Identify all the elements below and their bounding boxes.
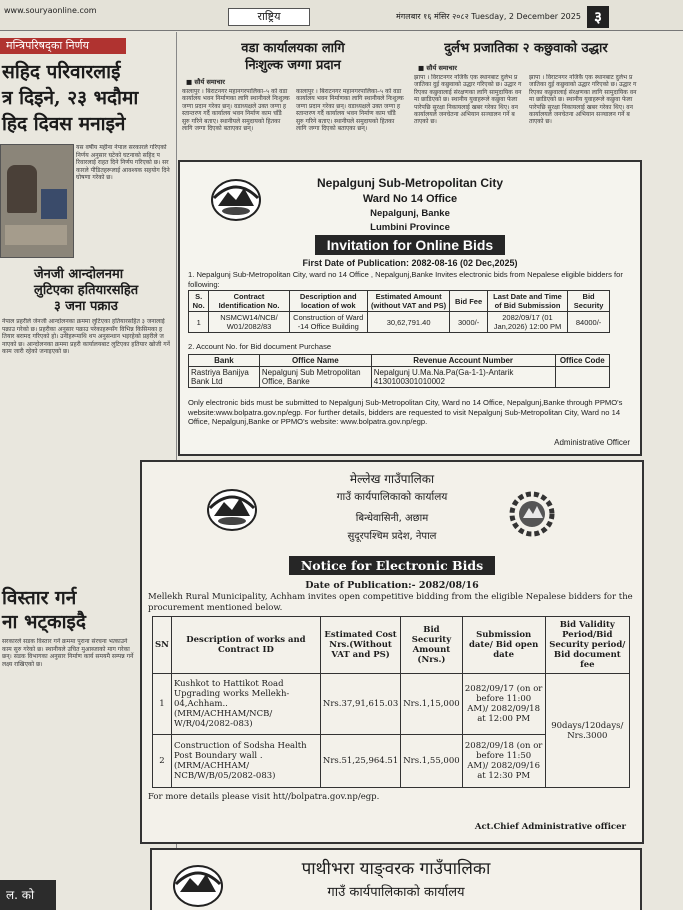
story-turtle-rescue: [414, 40, 638, 158]
table-cell: NSMCW14/NCB/ W01/2082/83: [209, 312, 289, 333]
table-cell: Nrs.37,91,615.03: [320, 674, 400, 735]
office-address: Nepalgunj, Banke: [370, 208, 450, 219]
signatory: Administrative Officer: [554, 438, 630, 447]
table-row: [189, 312, 610, 333]
table-cell: Nepalgunj U.Ma.Na.Pa(Ga-1-1)-Antarik 4130100301010002: [371, 367, 555, 388]
table-header-row: [153, 617, 630, 674]
org-name: मेल्लेख गाउँपालिका: [349, 472, 435, 486]
account-heading: 2. Account No. for Bid document Purchase: [188, 342, 332, 351]
lead-text: यस वर्षीय महीना नेपाल सरकारले गरिएको निर्णय अनुसार घटेको घटनाको सहिद परिवारलाई राहत दिने निर्णय गरिएको छ। सरकारले पीडितहरूलाई आवश्यक सहयोग दिने घोषणा गरेको छ।: [76, 144, 170, 182]
col-header: Office Name: [259, 355, 371, 367]
table-cell: 2082/09/18 (on or before 11:50 AM)/ 2082/09/16 at 12:30 PM: [462, 735, 545, 788]
story-headline: निःशुल्क जग्गा प्रदान: [245, 58, 341, 73]
table-cell: [555, 367, 609, 388]
table-header-row: [189, 291, 610, 312]
story-ward-land: [182, 40, 404, 158]
table-header-row: [189, 355, 610, 367]
subhead-line: ३ जना पक्राउ: [54, 299, 118, 314]
headline-line: त्र दिइने, २३ भदौमा: [2, 87, 139, 109]
bid-table: [152, 616, 630, 788]
col-header: Description of works and Contract ID: [171, 617, 320, 674]
table-row: [189, 367, 610, 388]
story-headline: वडा कार्यालयका लागि: [241, 41, 345, 56]
story-byline: ■ सौर्य समाचार: [186, 78, 225, 86]
table-cell: 1: [189, 312, 209, 333]
table-cell: 2082/09/17 (on or before 11:00 AM)/ 2082/09/18 at 12:00 PM: [462, 674, 545, 735]
col-header: Bid Security: [568, 291, 610, 312]
province-name: सुदूरपश्चिम प्रदेश, नेपाल: [347, 531, 437, 542]
nepalgunj-bid-notice: [178, 160, 642, 456]
bottom-strip: ल. को: [0, 880, 56, 910]
org-name: पाथीभरा याङ्वरक गाउँपालिका: [301, 859, 491, 879]
col-header: Estimated Amount (without VAT and PS): [367, 291, 449, 312]
col-header: Description and location of wok: [289, 291, 367, 312]
table-cell: 84000/-: [568, 312, 610, 333]
col-header: SN: [153, 617, 172, 674]
table-cell: 3000/-: [450, 312, 487, 333]
org-name: Nepalgunj Sub-Metropolitan City: [317, 176, 503, 190]
table-cell: 90days/120days/ Nrs.3000: [545, 674, 629, 788]
col-header: S. No.: [189, 291, 209, 312]
story-byline: ■ सौर्य समाचार: [418, 64, 457, 72]
website-url: www.souryaonline.com: [4, 6, 97, 15]
col-header: Revenue Account Number: [371, 355, 555, 367]
account-table: [188, 354, 610, 388]
table-cell: Nepalgunj Sub Metropolitan Office, Banke: [259, 367, 371, 388]
pathibhara-notice: [150, 848, 642, 910]
story-text: कालापुर । बिराटनगर महानगरपालिका–५ को वडा कार्यालय भवन निर्माणका लागि स्थानीयले निःशुल्क जग्गा प्रदान गरेका छन्। वडाध्यक्षले उक्त जग्गा हस्तान्तरण गर्दै कार्यालय भवन निर्माण काम चाँडै सुरु गरिने बताए। स्थानीयले समुदायको हितका लागि जग्गा दिएको बताएका छन्।: [296, 88, 404, 133]
col-header: Last Date and Time of Bid Submission: [487, 291, 567, 312]
table-cell: 2082/09/17 (01 Jan,2026) 12:00 PM: [487, 312, 567, 333]
story-headline: दुर्लभ प्रजातिका २ कछुवाको उद्धार: [444, 41, 608, 56]
office-name: गाउँ कार्यपालिकाको कार्यालय: [336, 491, 448, 503]
col-header: Contract Identification No.: [209, 291, 289, 312]
ward-office: Ward No 14 Office: [362, 193, 458, 205]
bid-intro-text: Mellekh Rural Municipality, Achham invites open competitive bidding from the eligible Nepalese bidders for the procurement mentioned below.: [148, 592, 633, 613]
col-header: Office Code: [555, 355, 609, 367]
headline-line: हिद दिवस मनाइने: [2, 113, 126, 135]
photo-figure: [7, 165, 37, 213]
body-text: नेपाल प्रहरीले जेनजी आन्दोलनका क्रममा लुटिएका हतियारसहित ३ जनालाई पक्राउ गरेको छ। प्रहरीका अनुसार पक्राउ परेकाहरूसँग विभिन्न किसिमका हतियार बरामद गरिएको हो। उनीहरूमाथि थप अनुसन्धान भइरहेको प्रहरीले जनाएको छ। आन्दोलनका क्रममा प्रहरी कार्यालयबाट लुटिएका हतियार खोजी गर्ने काम जारी रहेको जनाइएको छ।: [2, 318, 170, 356]
story-text: झापा । विराटनगर नजिकै एक स्थानबाट दुर्लभ प्रजातिका दुई कछुवाको उद्धार गरिएको छ। उद्धार गरिएका कछुवालाई संरक्षणका लागि सामुदायिक वनमा छाडिएको छ। स्थानीय युवाहरूले कछुवा फेला पारेपछि सुरक्षा निकायलाई खबर गरेका थिए। वन कार्यालयले जनचेतना अभियान सञ्चालन गर्ने बताएको छ।: [529, 74, 637, 126]
notice-title: Notice for Electronic Bids: [289, 556, 495, 575]
col-header: Bid Fee: [450, 291, 487, 312]
table-row: [153, 674, 630, 735]
section-label: राष्ट्रिय: [228, 8, 310, 26]
notice-title: Invitation for Online Bids: [315, 235, 505, 255]
table-cell: Nrs.51,25,964.51: [320, 735, 400, 788]
publication-date: Date of Publication:- 2082/08/16: [305, 580, 479, 591]
headline-line: सहिद परिवारलाई: [2, 61, 121, 83]
page-number: ३: [587, 6, 609, 28]
col-header: Estimated Cost Nrs.(Without VAT and PS): [320, 617, 400, 674]
office-name: गाउँ कार्यपालिकाको कार्यालय: [327, 885, 465, 900]
more-info-link: For more details please visit htt//bolpatra.gov.np/egp.: [148, 792, 380, 802]
col-header: Bid Validity Period/Bid Security period/ Bid document fee: [545, 617, 629, 674]
col-header: Submission date/ Bid open date: [462, 617, 545, 674]
mellekh-bid-notice: [140, 460, 644, 844]
table-cell: Construction of Ward -14 Office Building: [289, 312, 367, 333]
table-cell: 2: [153, 735, 172, 788]
photo-figure: [41, 189, 67, 219]
table-cell: Nrs.1,55,000: [401, 735, 462, 788]
table-cell: Rastriya Banijya Bank Ltd: [189, 367, 260, 388]
subhead-line: लुटिएका हतियारसहित: [34, 283, 139, 298]
submission-instructions: Only electronic bids must be submitted to Nepalgunj Sub-Metropolitan City, Ward no 14 Office, Nepalgunj,Banke through PPMO's website:www.bolpatra.gov.np/egp. For further details, bidders are requested to visit Nepalgunj Sub-Metropolitan City, Ward no 14 Office, Nepalgunj,Banke or PPMO's website: www.bolpatra.gov.np/egp.: [188, 398, 623, 427]
story-text: कालापुर । बिराटनगर महानगरपालिका–५ को वडा कार्यालय भवन निर्माणका लागि स्थानीयले निःशुल्क जग्गा प्रदान गरेका छन्। वडाध्यक्षले उक्त जग्गा हस्तान्तरण गर्दै कार्यालय भवन निर्माण काम चाँडै सुरु गरिने बताए। स्थानीयले समुदायको हितका लागि जग्गा दिएको बताएका छन्।: [182, 88, 290, 133]
col-header: Bank: [189, 355, 260, 367]
story-text: झापा । विराटनगर नजिकै एक स्थानबाट दुर्लभ प्रजातिका दुई कछुवाको उद्धार गरिएको छ। उद्धार गरिएका कछुवालाई संरक्षणका लागि सामुदायिक वनमा छाडिएको छ। स्थानीय युवाहरूले कछुवा फेला पारेपछि सुरक्षा निकायलाई खबर गरेका थिए। वन कार्यालयले जनचेतना अभियान सञ्चालन गर्ने बताएको छ।: [414, 74, 522, 126]
publication-date: First Date of Publication: 2082-08-16 (02 Dec,2025): [302, 258, 518, 268]
table-cell: 1: [153, 674, 172, 735]
table-cell: Nrs.1,15,000: [401, 674, 462, 735]
masthead: [0, 0, 683, 31]
news-photo: [0, 144, 74, 258]
province-name: Lumbini Province: [370, 222, 450, 233]
lower-text: सरकारले सडक विस्तार गर्ने क्रममा पुराना संरचना भत्काउने काम सुरु गरेको छ। स्थानीयले उचित मुआब्जाको माग गरेका छन्। सडक विभागका अनुसार निर्माण कार्य समयमै सम्पन्न गर्ने लक्ष्य राखिएको छ।: [2, 638, 134, 668]
subhead-line: जेनजी आन्दोलनमा: [34, 267, 124, 282]
office-address: बिन्धेवासिनी, अछाम: [355, 513, 429, 524]
table-cell: Kushkot to Hattikot Road Upgrading works Mellekh-04,Achham.. (MRM/ACHHAM/NCB/ W/R/04/2082-083): [171, 674, 320, 735]
issue-date: मंगलबार १६ मंसिर २०८२ Tuesday, 2 December 2025: [396, 12, 581, 21]
cabinet-decision-banner: मन्त्रिपरिषद्‍का निर्णय: [0, 38, 126, 54]
lower-headline: विस्तार गर्न: [2, 587, 77, 609]
col-header: Bid Security Amount (Nrs.): [401, 617, 462, 674]
lower-headline: ना भट्काइदै: [2, 611, 86, 633]
table-cell: Construction of Sodsha Health Post Boundary wall . (MRM/ACHHAM/ NCB/W/B/05/2082-083): [171, 735, 320, 788]
photo-desk: [5, 225, 67, 245]
table-cell: 30,62,791.40: [367, 312, 449, 333]
signatory: Act.Chief Administrative officer: [474, 822, 626, 832]
bid-table: [188, 290, 610, 333]
bid-invitation-text: 1. Nepalgunj Sub-Metropolitan City, ward no 14 Office , Nepalgunj,Banke Invites electronic bids from Nepalese eligible bidders for following:: [188, 270, 623, 289]
